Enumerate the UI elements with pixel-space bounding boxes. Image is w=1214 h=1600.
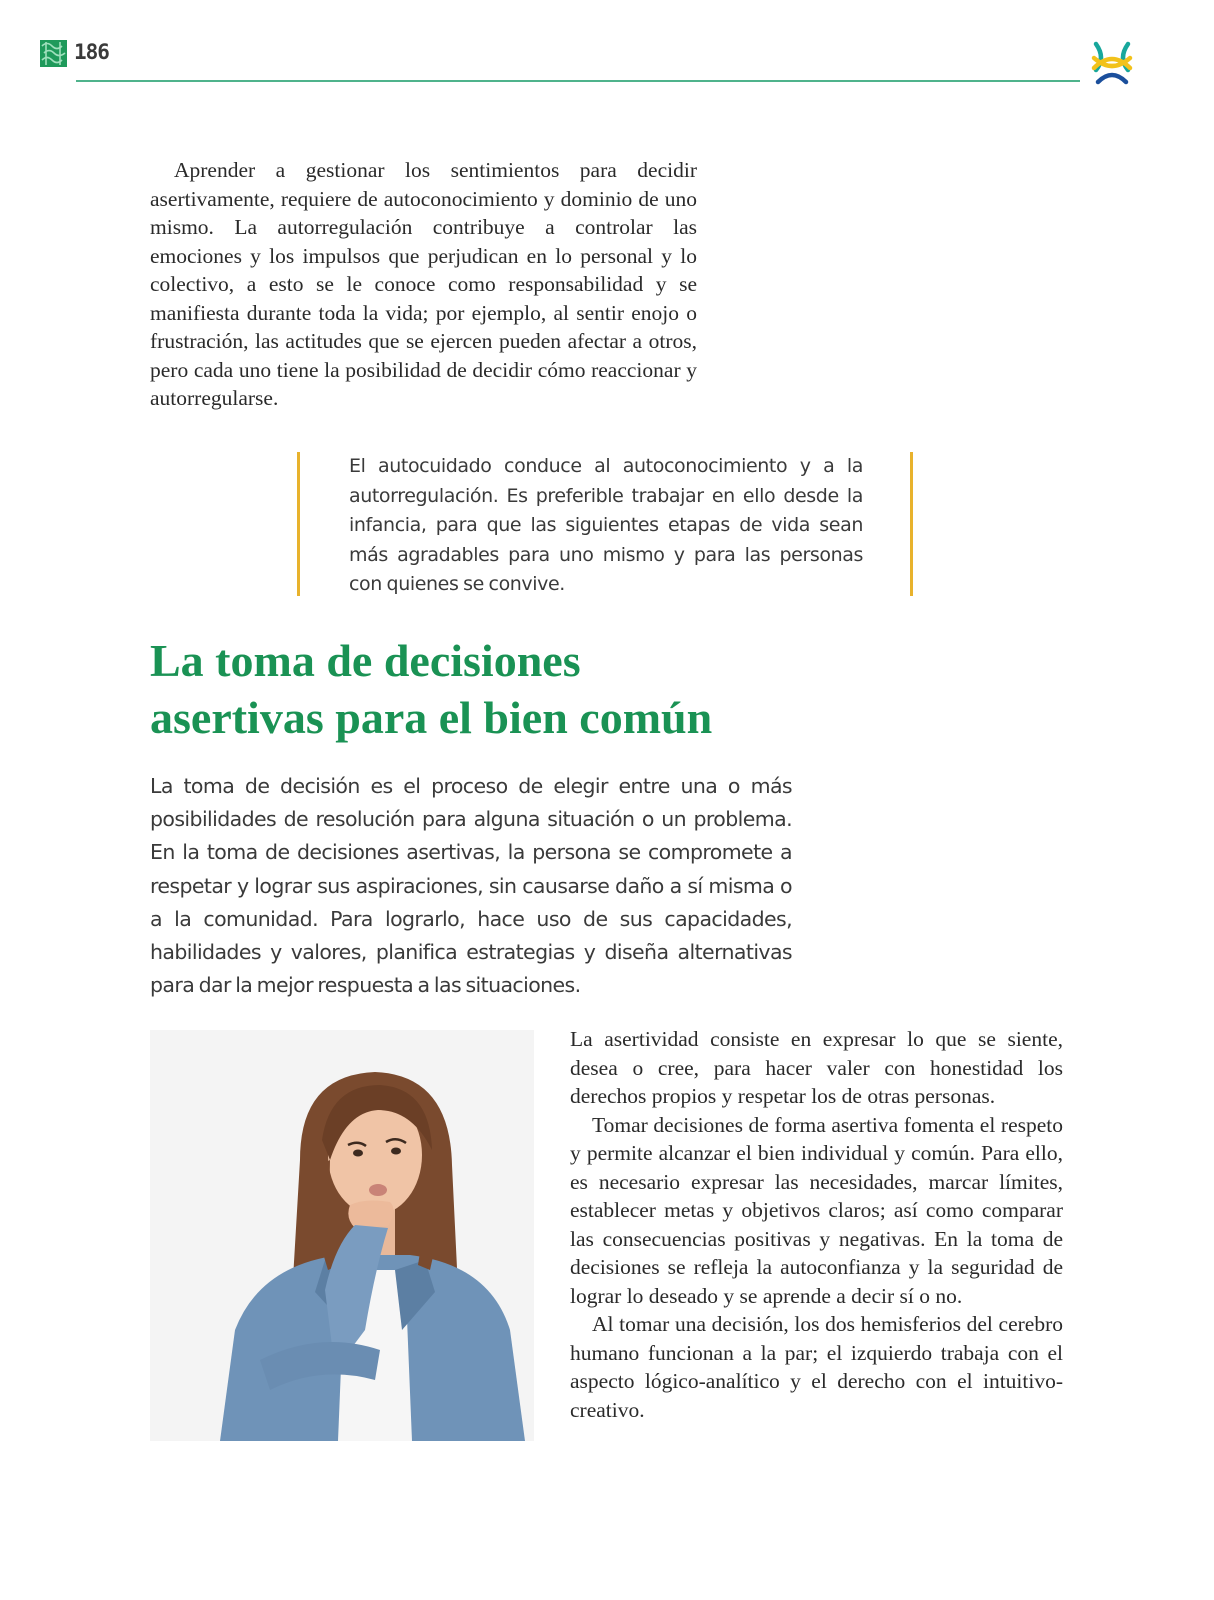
- lead-paragraph: La toma de decisión es el proceso de elegir entre una o más posibilidades de resolución para alguna situación o un problema. En la toma de decisiones asertivas, la persona se compromete a respetar y lograr sus aspiraciones, sin causarse daño a sí misma o a la comunidad. Para lograrlo, hace uso de sus capacidades, habilidades y valores, planifica estrategias y diseña alternativas para dar la mejor respuesta a las situaciones.: [150, 774, 792, 998]
- assertiveness-paragraph: La asertividad consiste en expresar lo que se siente, desea o cree, para hacer valer con honestidad los derechos propios y respetar los de otras personas.: [570, 1027, 1063, 1108]
- callout-text: El autocuidado conduce al autoconocimiento y a la autorregulación. Es preferible trabajar en ello desde la infancia, para que las siguientes etapas de vida sean más agradables para uno mismo y para las personas con quienes se convive.: [349, 455, 863, 595]
- thoughtful-woman-photo: [150, 1030, 534, 1441]
- decisions-paragraph: Tomar decisiones de forma asertiva fomenta el respeto y permite alcanzar el bien individual y común. Para ello, es necesario expresar las necesidades, marcar límites, establecer metas y objetivos claros; así como comparar las consecuencias positivas y negativas. En la toma de decisiones se refleja la autoconfianza y la seguridad de lograr lo deseado y se aprende a decir sí o no.: [570, 1112, 1063, 1308]
- right-column: [570, 1025, 1063, 1424]
- green-pattern-icon: [40, 40, 67, 67]
- hemispheres-paragraph: Al tomar una decisión, los dos hemisferios del cerebro humano funcionan a la par; el izquierdo trabaja con el aspecto lógico-analítico y el derecho con el intuitivo-creativo.: [570, 1312, 1063, 1422]
- page-number: 186: [74, 40, 109, 64]
- section-heading: [150, 632, 910, 746]
- header-rule: [76, 80, 1080, 82]
- callout-box: [297, 452, 913, 596]
- intro-paragraph: Aprender a gestionar los sentimientos para decidir asertivamente, requiere de autoconocimiento y dominio de uno mismo. La autorregulación contribuye a controlar las emociones y los impulsos que perjudican en lo personal y lo colectivo, a esto se le conoce como responsabilidad y se manifiesta durante toda la vida; por ejemplo, al sentir enojo o frustración, las actitudes que se ejercen pueden afectar a otros, pero cada uno tiene la posibilidad de decidir cómo reaccionar y autorregularse.: [150, 158, 697, 410]
- interlinked-rings-logo-icon: [1088, 38, 1136, 88]
- heading-line-2: asertivas para el bien común: [150, 692, 713, 743]
- heading-line-1: La toma de decisiones: [150, 635, 581, 686]
